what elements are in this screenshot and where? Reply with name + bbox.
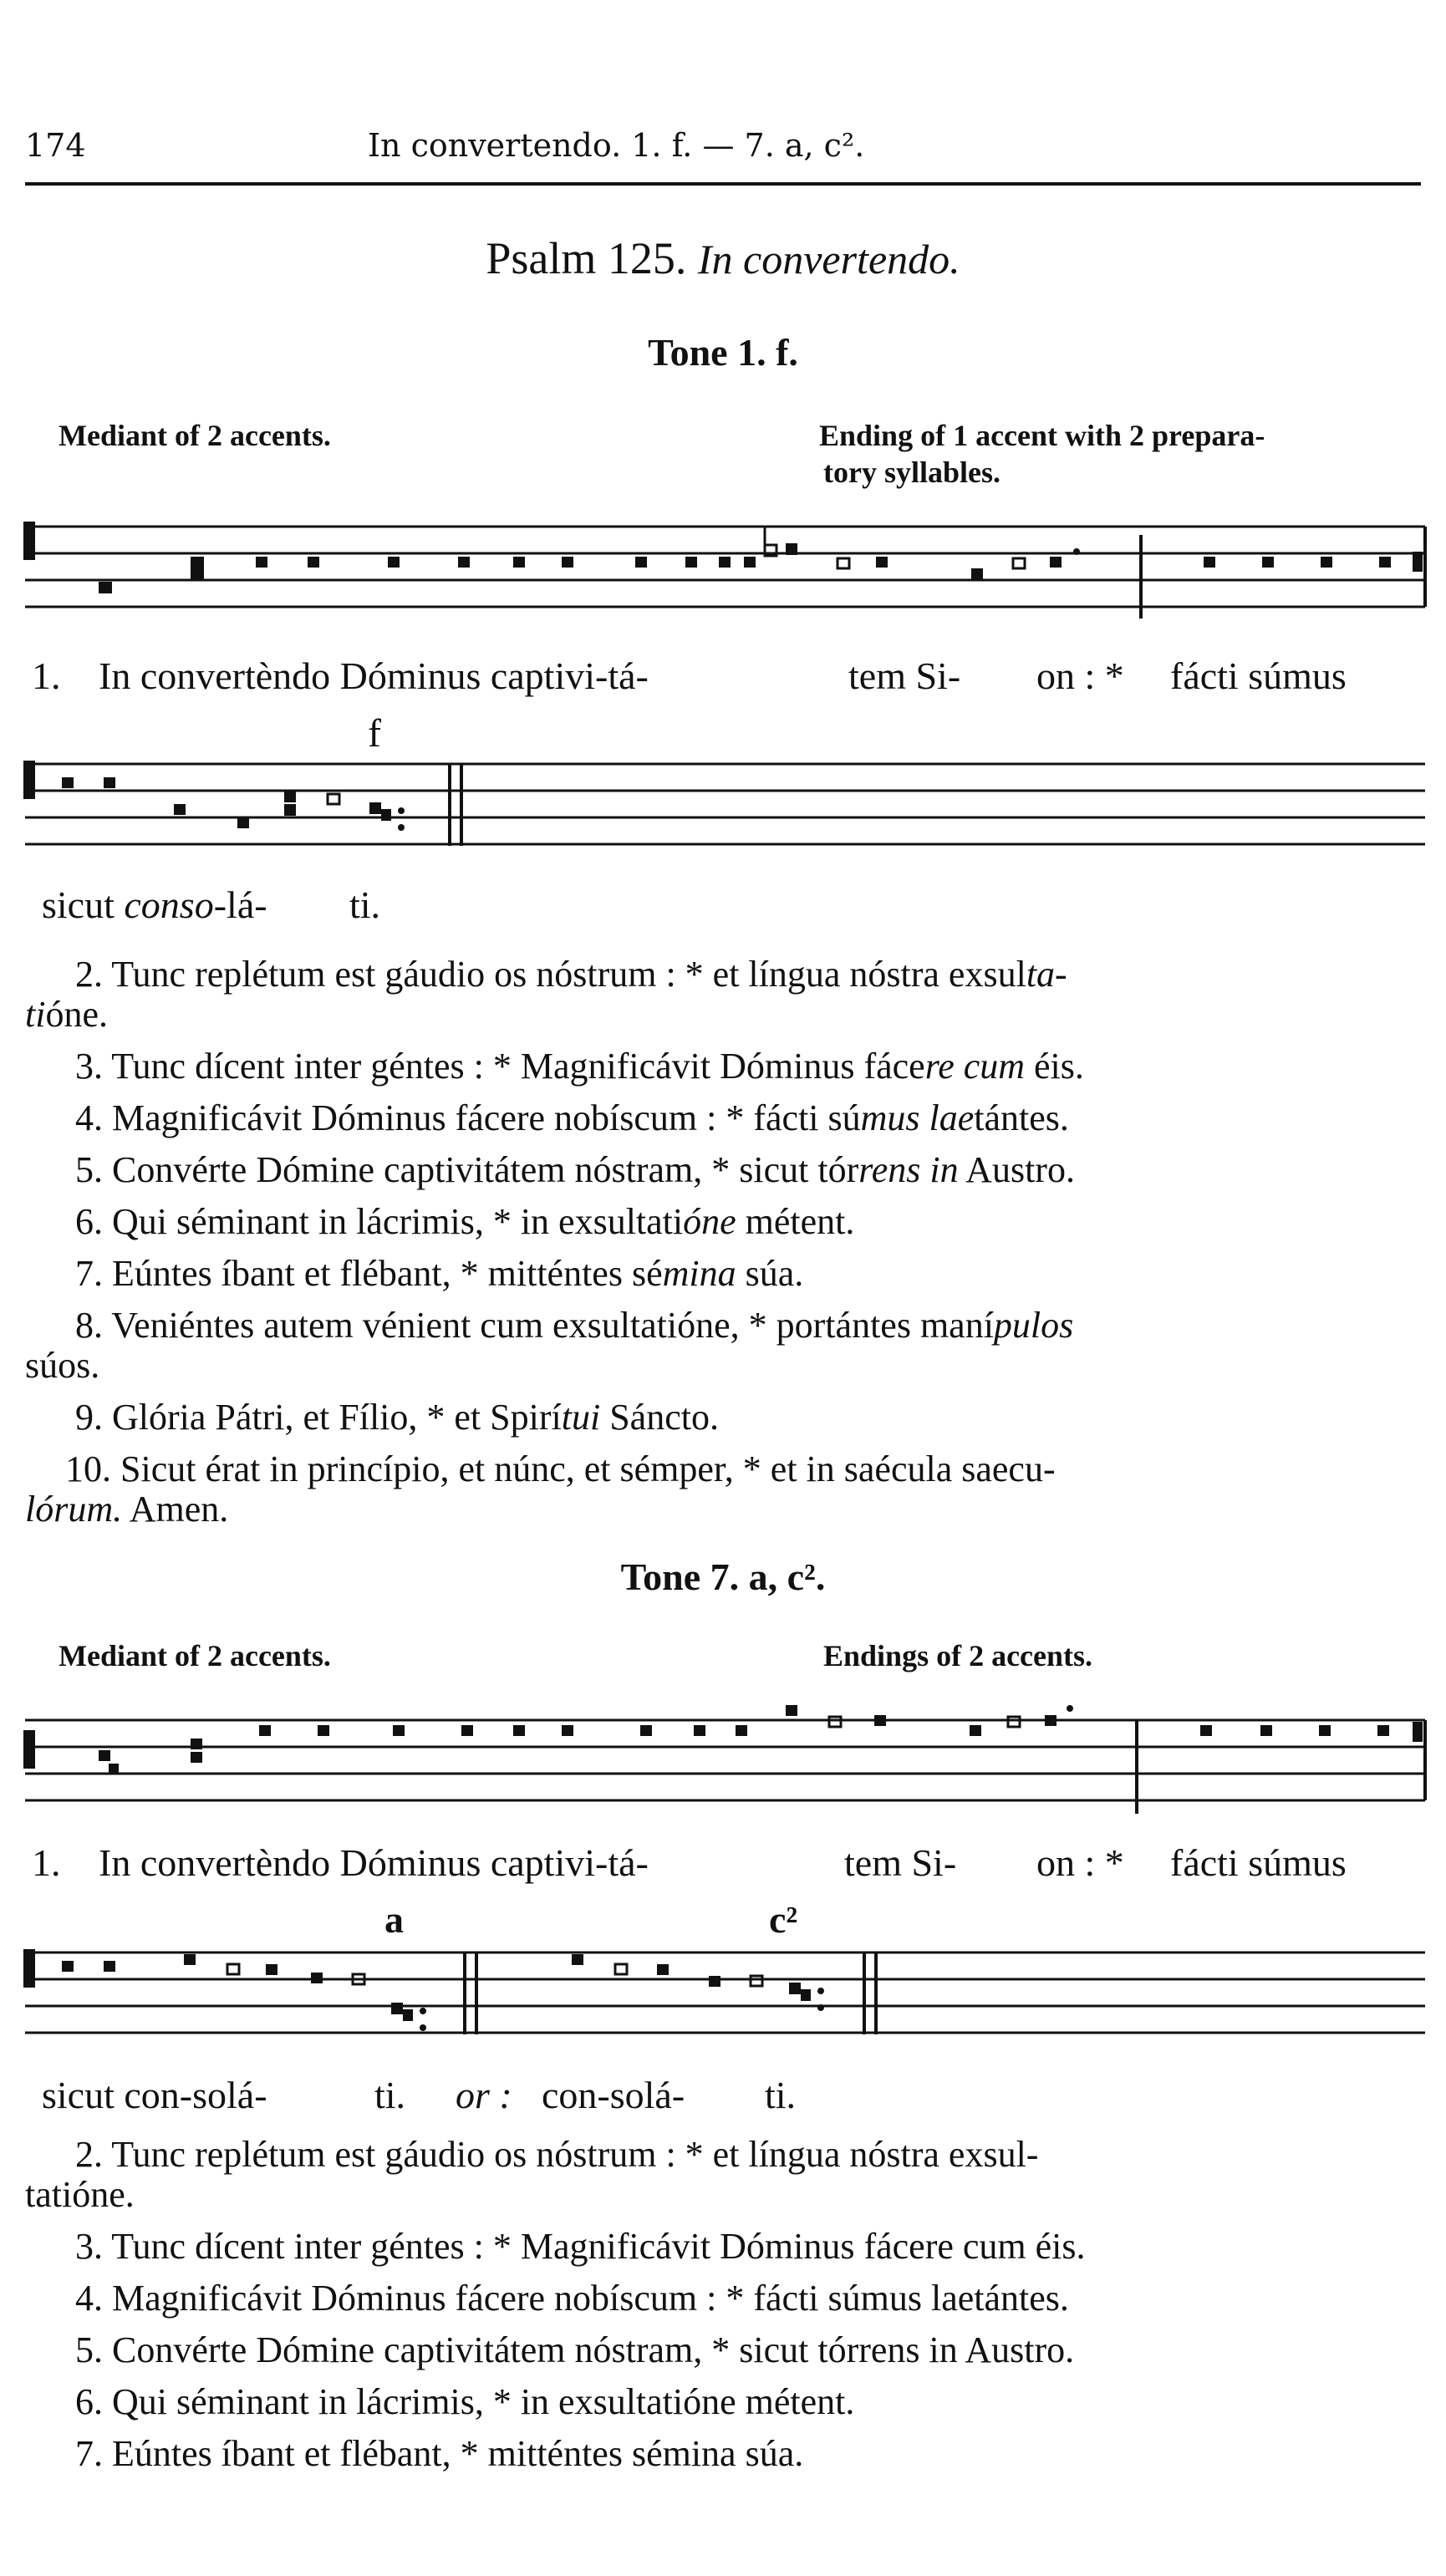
t7-verse-6: 6. Qui séminant in lácrimis, * in exsultatióne métent. [75,2381,855,2422]
tone1-verse1-a: In convertèndo Dóminus captivi-tá- [99,654,649,697]
tone7-letter-a: a [384,1898,404,1941]
tone1-line2-b: conso [124,883,214,926]
tone7-line2-e: ti. [765,2074,797,2116]
t7-verse-7: 7. Eúntes íbant et flébant, * mitténtes sémina súa. [75,2433,804,2474]
tone1-ending-label: Ending of 1 accent with 2 prepara- [819,419,1265,452]
tone1-verse1-c: on : * [1036,654,1124,697]
tone1-termination-staff [0,744,1446,869]
tone7-ending-label: Endings of 2 accents. [823,1639,1093,1672]
verse-8-cont: súos. [25,1345,100,1386]
verse-8: 8. Veniéntes autem vénient cum exsultatióne, * portántes manípulos [75,1305,1074,1346]
verse-3: 3. Tunc dícent inter géntes : * Magnificávit Dóminus fácere cum éis. [75,1046,1084,1087]
verse-2: 2. Tunc replétum est gáudio os nóstrum : * et língua nóstra exsulta- [75,954,1067,995]
verse-9: 9. Glória Pátri, et Fílio, * et Spirítui Sáncto. [75,1397,719,1438]
page-number: 174 [25,127,86,164]
tone7-verse1-c: on : * [1036,1841,1124,1884]
tone1-line2-d: ti. [349,883,381,926]
verse-10: 10. Sicut érat in princípio, et núnc, et sémper, * et in saécula saecu- [65,1448,1056,1489]
tone7-verse1-a: In convertèndo Dóminus captivi-tá- [99,1841,649,1884]
t7-verse-3: 3. Tunc dícent inter géntes : * Magnificávit Dóminus fácere cum éis. [75,2226,1086,2267]
tone1-line2 [42,883,267,927]
tone7-letter-c: c² [769,1898,798,1941]
tone1-staff [0,501,1446,627]
verse-7: 7. Eúntes íbant et flébant, * mitténtes sémina súa. [75,1253,804,1294]
tone7-termination-staff [0,1931,1446,2056]
verse-4: 4. Magnificávit Dóminus fácere nobíscum : * fácti súmus laetántes. [75,1097,1069,1138]
tone7-line2-b: ti. [374,2074,406,2116]
tone7-verse1-number: 1. [32,1841,61,1884]
psalm-incipit: In convertendo. [697,236,960,283]
c-clef-icon [23,522,35,560]
t7-verse-4: 4. Magnificávit Dóminus fácere nobíscum : * fácti súmus laetántes. [75,2278,1069,2319]
verse-10-cont: lórum. Amen. [25,1489,229,1530]
verse-6: 6. Qui séminant in lácrimis, * in exsultatióne métent. [75,1201,855,1242]
tone1-termination-letter: f [368,711,381,756]
verse-5: 5. Convérte Dómine captivitátem nóstram, * sicut tórrens in Austro. [75,1149,1075,1190]
c-clef-icon [23,761,35,799]
tone7-title: Tone 7. a, c². [620,1555,826,1598]
tone1-title: Tone 1. f. [648,331,798,374]
tone1-mediant-label: Mediant of 2 accents. [59,419,331,452]
tone7-verse1-d: fácti súmus [1170,1841,1347,1884]
tone7-line2-d: con-solá- [542,2074,685,2116]
psalm-number: Psalm 125. [486,233,687,283]
tone7-staff [0,1697,1446,1822]
psalm-title [0,232,1446,284]
c-clef-icon [23,1730,35,1769]
tone7-verse1-b: tem Si- [844,1841,957,1884]
header-rule [25,182,1421,186]
running-title: In convertendo. 1. f. — 7. a, c². [368,127,865,164]
c-clef-icon [23,1949,35,1988]
tone1-verse1-number: 1. [32,654,61,697]
tone1-verse1-b: tem Si- [848,654,961,697]
t7-verse-2-cont: tatióne. [25,2174,135,2215]
verse-2-cont: tióne. [25,994,108,1035]
tone1-ending-label-2: tory syllables. [823,456,1000,489]
t7-verse-2: 2. Tunc replétum est gáudio os nóstrum : * et língua nóstra exsul- [75,2134,1039,2175]
tone7-line2-a: sicut con-solá- [42,2074,267,2116]
tone1-line2-a: sicut [42,883,125,926]
tone7-mediant-label: Mediant of 2 accents. [59,1639,331,1672]
tone1-line2-c: -lá- [213,883,267,926]
t7-verse-5: 5. Convérte Dómine captivitátem nóstram, * sicut tórrens in Austro. [75,2329,1075,2370]
tone7-line2-or: or : [456,2074,512,2116]
tone1-verse1-d: fácti súmus [1170,654,1347,697]
